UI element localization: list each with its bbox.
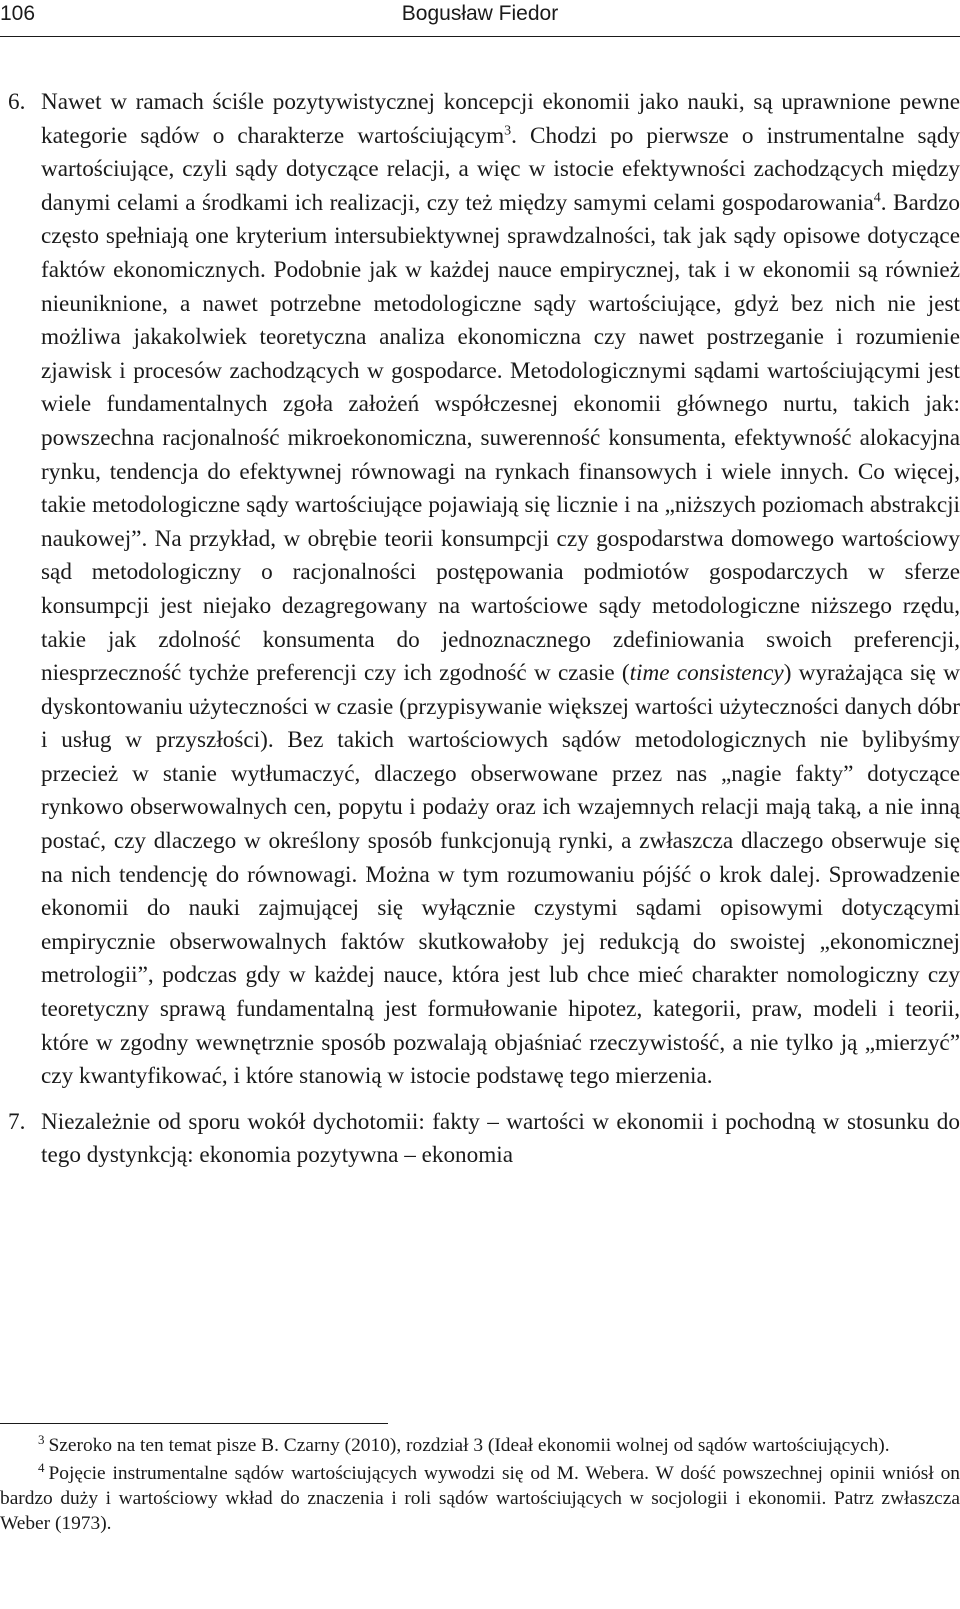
item-text: . Chodzi po pierwsze o instrumentalne sądy wartościujące, czyli sądy dotyczące relacji, a więc w istocie efektywności zachodzących między danymi celami a środkami ich realizacji, czy też między samymi celami gospodarowania [41,122,960,216]
item-text: . Bardzo często spełniają one kryterium intersubiektywnej sprawdzalności, tak jak sądy opisowe dotyczące faktów ekonomicznych. Podobnie jak w każdej nauce empirycznej, tak i w ekonomii są również nieuniknione, a nawet potrzebne metodologiczne sądy wartościujące, gdyż bez nich nie jest możliwa jakakolwiek teoretyczna analiza ekonomiczna czy nawet postrzeganie i rozumienie zjawisk i procesów zachodzących w gospodarce. Metodologicznymi sądami wartościującymi jest wiele fundamentalnych zgoła założeń współczesnej ekonomii głównego nurtu, takich jak: powszechna racjonalność mikroekonomiczna, suwerenność konsumenta, efektywność alokacyjna rynku, tendencja do efektywnej równowagi na rynkach finansowych i wiele innych. Co więcej, takie metodologiczne sądy wartościujące pojawiają się licznie i na „niższych poziomach abstrakcji naukowej”. Na przykład, w obrębie teorii konsumpcji czy gospodarstwa domowego wartościowy sąd metodologiczny o racjonalności postępowania podmiotów gospodarczych w sferze konsumpcji jest niejako dezagregowany na wartościowe sądy metodologiczne niższego rzędu, takie jak zdolność konsumenta do jednoznacznego zdefiniowania swoich preferencji, niesprzeczność tychże preferencji czy ich zgodność w czasie ( [41,189,960,687]
numbered-item-6 [0,86,960,1094]
italic-term: time consistency [629,660,784,687]
footnote-mark: 4 [38,1459,45,1475]
footnote-reference: 3 [504,122,512,138]
item-text: ) wyrażająca się w dyskontowaniu użyteczności w czasie (przypisywanie większej wartości użyteczności danych dóbr i usług w przyszłości). Bez takich wartościowych sądów metodologicznych nie bylibyśmy przecież w stanie wytłumaczyć, dlaczego obserwowane przez nas „nagie fakty” dotyczące rynkowo obserwowalnych cen, popytu i podaży oraz ich wzajemnych relacji mają taką, a nie inną postać, czy dlaczego w określony sposób funkcjonują rynki, a zwłaszcza dlaczego obserwuje się na nich tendencję do równowagi. Można w tym rozumowaniu pójść o krok dalej. Sprowadzenie ekonomii do nauki zajmującej się wyłącznie czystymi sądami opisowymi dotyczącymi empirycznie obserwowalnych faktów skutkowałoby jej redukcją do swoistej „ekonomicznej metrologii”, podczas gdy w każdej nauce, która jest lub chce mieć charakter nomologiczny czy teoretyczny sprawą fundamentalną jest formułowanie hipotez, kategorii, praw, modeli i teorii, które w zgodny wewnętrznie sposób pozwalają objaśniać rzeczywistość, a nie tylko ją „mierzyć” czy kwantyfikować, i które stanowią w istocie podstawę tego mierzenia. [41,660,960,1090]
footnotes [0,1433,960,1536]
footnote-4 [0,1461,960,1536]
footnote-text: Szeroko na ten temat pisze B. Czarny (2010), rozdział 3 (Ideał ekonomii wolnej od sądów wartościujących). [48,1435,890,1456]
item-text: Niezależnie od sporu wokół dychotomii: fakty – wartości w ekonomii i pochodną w stosunku do tego dystynkcją: ekonomia pozytywna – ekonomia [41,1108,960,1169]
item-number: 6. [8,89,26,115]
footnote-reference: 4 [873,190,881,206]
numbered-item-7 [0,1106,960,1173]
running-title: Bogusław Fiedor [401,2,559,25]
footnote-mark: 3 [38,1431,45,1447]
item-text: Nawet w ramach ściśle pozytywistycznej koncepcji ekonomii jako nauki, są uprawnione pewne kategorie sądów o charakterze wartościującym [41,89,960,149]
main-text [0,86,960,1173]
page-number: 106 [0,2,36,25]
item-number: 7. [8,1108,26,1135]
footnote-text: Pojęcie instrumentalne sądów wartościujących wywodzi się od M. Webera. W dość powszechnej opinii wniósł on bardzo duży i wartościowy wkład do znaczenia i roli sądów wartościujących w socjologii i ekonomii. Patrz zwłaszcza Weber (1973). [0,1463,960,1534]
running-head [0,0,960,34]
header-rule [0,36,960,37]
footnote-rule [0,1423,388,1424]
footnote-3 [0,1433,960,1458]
